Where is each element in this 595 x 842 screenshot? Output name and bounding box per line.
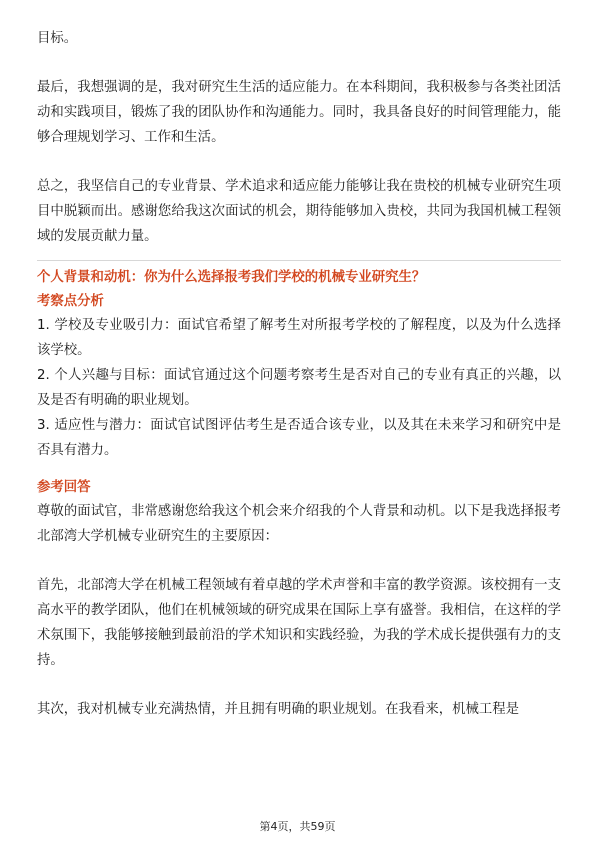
answer-heading: 参考回答 xyxy=(37,480,91,495)
analysis-point-3: 3. 适应性与潜力：面试官试图评估考生是否适合该专业，以及其在未来学习和研究中是否具有潜力。 xyxy=(37,418,561,458)
answer-paragraph-2: 首先，北部湾大学在机械工程领域有着卓越的学术声誉和丰富的教学资源。该校拥有一支高水平的教学团队，他们在机械领域的研究成果在国际上享有盛誉。我相信，在这样的学术氛围下，我能够接触到最前沿的学术知识和实践经验，为我的学术成长提供强有力的支持。 xyxy=(37,578,561,668)
intro-paragraph-2: 最后，我想强调的是，我对研究生生活的适应能力。在本科期间，我积极参与各类社团活动和实践项目，锻炼了我的团队协作和沟通能力。同时，我具备良好的时间管理能力，能够合理规划学习、工作和生活。 xyxy=(37,80,561,145)
intro-paragraph-1: 目标。 xyxy=(37,31,78,46)
analysis-point-2: 2. 个人兴趣与目标：面试官通过这个问题考察考生是否对自己的专业有真正的兴趣，以及是否有明确的职业规划。 xyxy=(37,368,561,408)
answer-paragraph-1: 尊敬的面试官，非常感谢您给我这个机会来介绍我的个人背景和动机。以下是我选择报考北部湾大学机械专业研究生的主要原因： xyxy=(37,504,561,544)
intro-paragraph-3: 总之，我坚信自己的专业背景、学术追求和适应能力能够让我在贵校的机械专业研究生项目中脱颖而出。感谢您给我这次面试的机会，期待能够加入贵校，共同为我国机械工程领域的发展贡献力量。 xyxy=(37,179,561,244)
question-title: 个人背景和动机：你为什么选择报考我们学校的机械专业研究生？ xyxy=(37,270,426,285)
answer-paragraph-3: 其次，我对机械专业充满热情，并且拥有明确的职业规划。在我看来，机械工程是 xyxy=(37,702,520,717)
page-number: 第4页，共59页 xyxy=(259,820,336,833)
analysis-point-1: 1. 学校及专业吸引力：面试官希望了解考生对所报考学校的了解程度，以及为什么选择该学校。 xyxy=(37,318,561,358)
page-content xyxy=(37,26,561,722)
analysis-heading: 考察点分析 xyxy=(37,294,104,309)
section-divider xyxy=(37,260,561,261)
